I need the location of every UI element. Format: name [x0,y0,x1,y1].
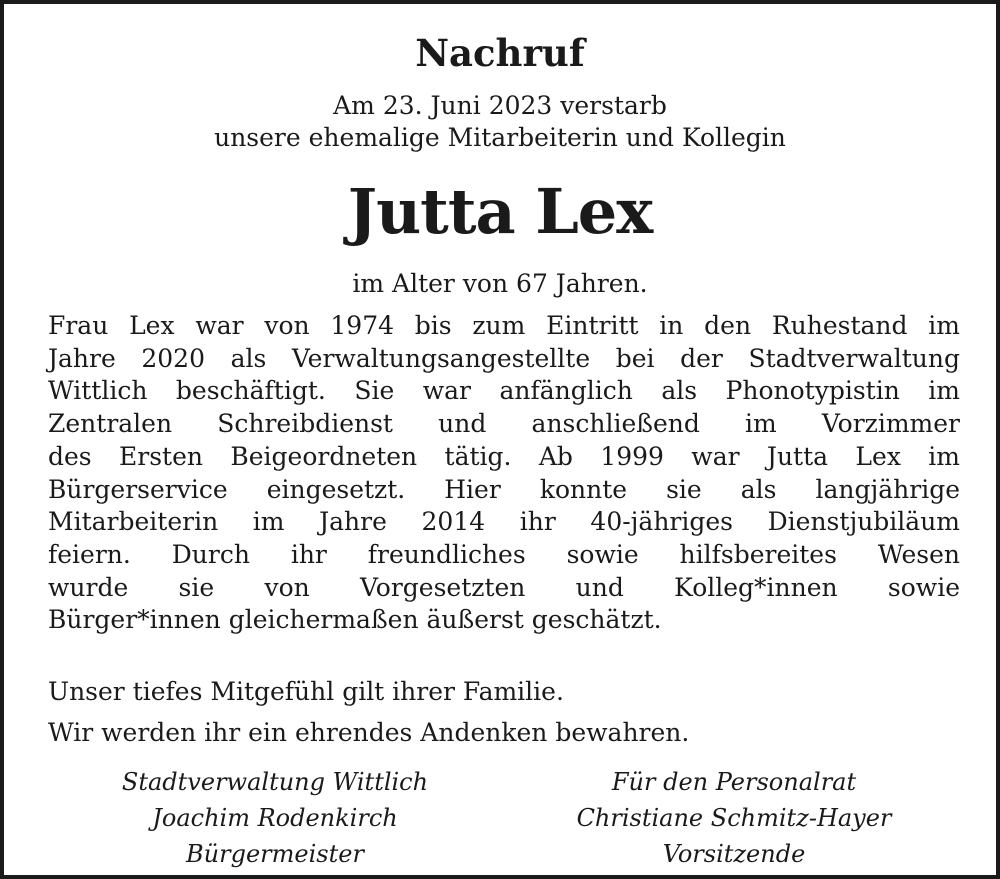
condolence-line: Unser tiefes Mitgefühl gilt ihrer Familie. [48,677,564,706]
deceased-name: Jutta Lex [347,175,653,248]
body-line: Bürger*innen gleichermaßen äußerst geschätzt. [48,605,662,635]
body-line: Bürgerservice eingesetzt. Hier konnte sie als langjährige [48,474,960,504]
body-line: Zentralen Schreibdienst und anschließend im Vorzimmer [48,409,960,439]
signature-person: Christiane Schmitz-Hayer [576,804,892,832]
signature-city-administration [60,764,490,872]
signature-person: Joachim Rodenkirch [152,804,398,832]
signature-organization: Für den Personalrat [611,768,857,796]
body-line: Wittlich beschäftigt. Sie war anfänglich als Phonotypistin im [48,376,960,406]
age-line: im Alter von 67 Jahren. [352,269,648,298]
intro-line: Am 23. Juni 2023 verstarb [333,91,667,120]
body-line: Jahre 2020 als Verwaltungsangestellte bei der Stadtverwaltung [48,343,960,373]
intro-line: unsere ehemalige Mitarbeiterin und Kollegin [214,123,786,152]
signature-staff-council [514,764,954,872]
signature-role: Bürgermeister [186,840,364,868]
signature-organization: Stadtverwaltung Wittlich [121,768,429,796]
body-line: wurde sie von Vorgesetzten und Kolleg*innen sowie [48,572,960,602]
notice-title: Nachruf [415,31,585,75]
body-line: des Ersten Beigeordneten tätig. Ab 1999 war Jutta Lex im [48,441,960,471]
obituary-body [48,310,960,637]
signature-role: Vorsitzende [662,840,806,868]
intro-text [4,90,996,154]
body-line: Frau Lex war von 1974 bis zum Eintritt in den Ruhestand im [48,311,960,340]
remembrance-line: Wir werden ihr ein ehrendes Andenken bewahren. [48,718,690,747]
body-line: feiern. Durch ihr freundliches sowie hilfsbereites Wesen [48,539,960,569]
body-line: Mitarbeiterin im Jahre 2014 ihr 40-jähriges Dienstjubiläum [48,507,960,537]
